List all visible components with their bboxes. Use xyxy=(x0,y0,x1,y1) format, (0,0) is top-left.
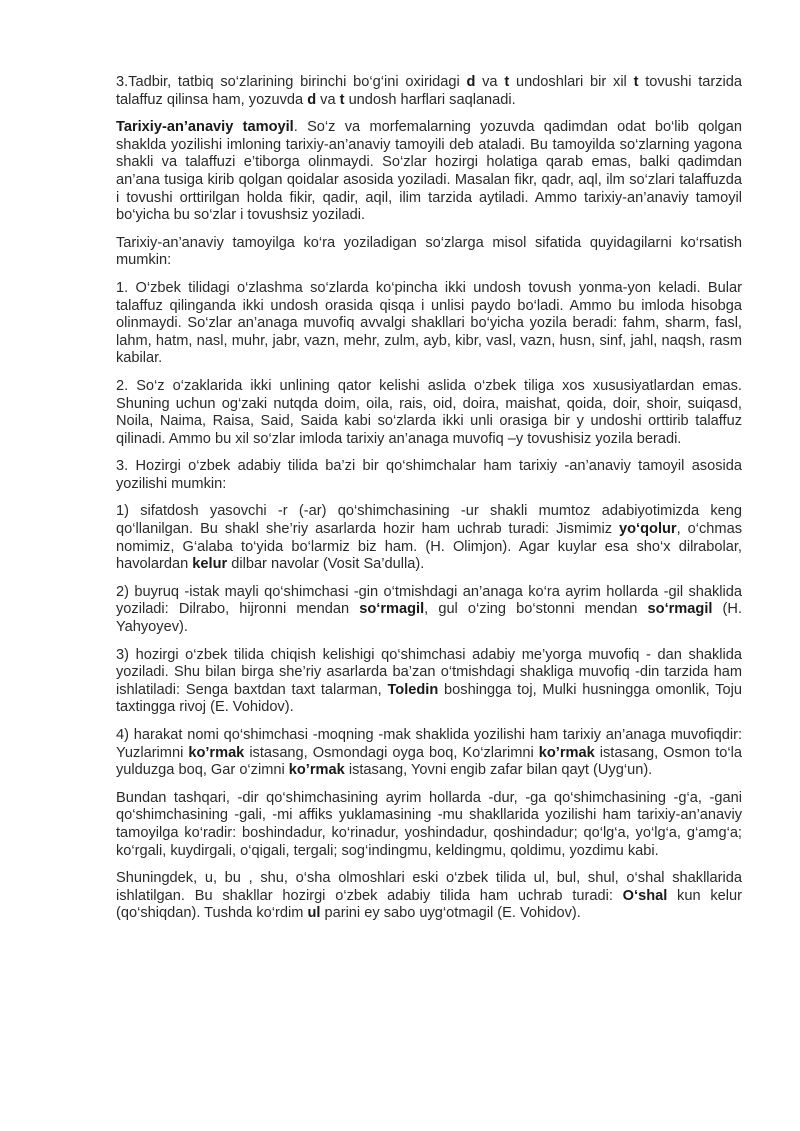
text-run: parini ey sabo uyg‘otmagil (E. Vohidov). xyxy=(320,905,581,922)
text-run: 4) harakat nomi qo‘shimchasi -moqning -mak shaklida yozilishi ham tarixiy an’anaga muvofiqdir: Yuzlarimni xyxy=(116,727,742,761)
bold-term: ko’rmak xyxy=(188,744,245,761)
text-run: va xyxy=(475,74,505,90)
text-run: Shuningdek, u, bu , shu, o‘sha olmoshlari eski o‘zbek tilida ul, bul, shul, o‘shal shakllarida ishlatilgan. Bu shakllar hozirgi o‘zbek adabiy tilida ham uchrab turadi: xyxy=(116,870,742,904)
text-run: 1) sifatdosh yasovchi -r (-ar) qo‘shimchasining -ur shakli mumtoz adabiyotimizda keng qo‘llanilgan. Bu shakl she’riy asarlarda hozir ham uchrab turadi: Jismimiz xyxy=(116,503,742,538)
text-run: undosh harflari saqlanadi. xyxy=(344,91,516,108)
bold-term: d xyxy=(466,74,476,90)
paragraph xyxy=(116,235,742,270)
bold-term: t xyxy=(339,91,345,108)
text-run: 2) buyruq -istak mayli qo‘shimchasi -gin o‘tmishdagi an’anaga ko‘ra ayrim hollarda -gil shaklida yoziladi: Dilrabo, hijronni mendan xyxy=(116,583,742,618)
document-page xyxy=(116,74,742,933)
text-run: Tarixiy-an’anaviy tamoyilga ko‘ra yoziladigan so‘zlarga misol sifatida quyidagilarni ko‘rsatish mumkin: xyxy=(116,234,742,269)
text-run: , gul o‘zing bo‘stonni mendan xyxy=(424,601,648,618)
text-run: 3) hozirgi o‘zbek tilida chiqish kelishigi qo‘shimchasi adabiy me’yorga muvofiq - dan shaklida yoziladi. Shu bilan birga she’riy asarlarda ba’zan o‘tmishdagi shakliga muvofiq -din tarzida ham ishlatiladi: Senga baxtdan taxt talarman, xyxy=(116,646,742,698)
bold-term: t xyxy=(504,74,510,90)
paragraph xyxy=(116,870,742,923)
text-run: Bundan tashqari, -dir qo‘shimchasining ayrim hollarda -dur, -ga qo‘shimchasining -g‘a, -gani qo‘shimchasining -gali, -mi affiks yuklamasining -mu shakllarida yozilishi ham tarixiy-an’anaviy tamoyilga ko‘radir: boshindadur, ko‘rinadur, yoshindadur, qoshindadur; qo‘lg‘a, yo‘lg‘a, g‘amg‘a; ko‘rgali, kuydirgali, o‘qigali, tergali; sog‘indingmu, keldingmu, qoldimu, yozdimu kabi. xyxy=(116,789,742,859)
text-run: istasang, Osmondagi oyga boq, Ko‘zlarimni xyxy=(244,744,539,761)
bold-term: O‘shal xyxy=(622,887,668,904)
paragraph xyxy=(116,503,742,573)
text-run: istasang, Osmon to‘la yulduzga boq, Gar o‘zimni xyxy=(116,744,742,779)
text-run: tovushi tarzida talaffuz qilinsa ham, yozuvda xyxy=(116,74,742,108)
paragraph xyxy=(116,647,742,717)
text-run: kun kelur (qo‘shiqdan). Tushda ko‘rdim xyxy=(116,887,743,922)
paragraph xyxy=(116,584,742,637)
bold-term: d xyxy=(307,91,317,108)
text-run: va xyxy=(316,91,340,108)
bold-term: Tarixiy-an’anaviy tamoyil xyxy=(116,119,294,136)
text-run: undoshlari bir xil xyxy=(509,74,634,90)
text-run: istasang, Yovni engib zafar bilan qayt (Uyg‘un). xyxy=(344,762,653,779)
bold-term: so‘rmagil xyxy=(647,601,713,618)
paragraph xyxy=(116,378,742,448)
bold-term: t xyxy=(633,74,639,90)
bold-term: Toledin xyxy=(387,681,439,698)
bold-term: ul xyxy=(307,905,321,922)
paragraph xyxy=(116,74,742,109)
text-run: . So‘z va morfemalarning yozuvda qadimdan odat bo‘lib qolgan shaklda yozilishi imloning tarixiy-an’anaviy tamoyili deb ataladi. Bu tamoyilda so‘zlarning yagona shakli va talaffuzi e’tiborga olinmaydi. So‘zlar hozirgi holatiga qarab emas, balki qadimdan an’ana tusiga kirib qolgan qoidalar asosida yoziladi. Masalan fikr, qadr, aql, ilm so‘zlari talaffuzda i tovushi orttirilgan holda fikir, qadir, aqil, ilim tarzida aytiladi. Ammo tarixiy-an’anaviy tamoyil bo‘yicha bu so‘zlar i tovushsiz yoziladi. xyxy=(116,119,743,224)
text-run: boshingga toj, Mulki husningga omonlik, Toju taxtingga rivoj (E. Vohidov). xyxy=(116,681,742,716)
text-run: (H. Yahyoyev). xyxy=(116,601,743,636)
bold-term: yo‘qolur xyxy=(619,521,677,538)
paragraph xyxy=(116,458,742,493)
text-run: , o‘chmas nomimiz, G‘alaba to‘yida bo‘larmiz biz ham. (H. Olimjon). Agar kuylar esa sho‘x dilrabolar, havolardan xyxy=(116,521,742,573)
paragraph xyxy=(116,727,742,780)
bold-term: ko’rmak xyxy=(538,744,595,761)
text-run: dilbar navolar (Vosit Sa’dulla). xyxy=(227,556,425,573)
bold-term: so‘rmagil xyxy=(359,601,425,618)
text-run: 3. Hozirgi o‘zbek adabiy tilida ba’zi bir qo‘shimchalar ham tarixiy -an’anaviy tamoyil asosida yozilishi mumkin: xyxy=(116,458,742,492)
bold-term: ko’rmak xyxy=(288,762,345,779)
paragraph xyxy=(116,790,742,860)
text-run: 1. O‘zbek tilidagi o‘zlashma so‘zlarda ko‘pincha ikki undosh tovush yonma-yon keladi. Bular talaffuz qilinganda ikki undosh orasida qisqa i unlisi paydo bo‘ladi. Ammo bu imloda hisobga olinmaydi. So‘zlar an’anaga muvofiq avvalgi shakllari bo‘yicha yozila beradi: fahm, sharm, fasl, lahm, hatm, nasl, muhr, jabr, vazn, mehr, zulm, ayb, kibr, vasl, vazn, husn, sinf, jahl, naqsh, rasm kabilar. xyxy=(116,279,742,367)
text-run: 3.Tadbir, tatbiq so‘zlarining birinchi bo‘g‘ini oxiridagi xyxy=(116,74,467,90)
paragraph xyxy=(116,280,742,368)
paragraph xyxy=(116,119,742,225)
bold-term: kelur xyxy=(192,556,228,573)
text-run: 2. So‘z o‘zaklarida ikki unlining qator kelishi aslida o‘zbek tiliga xos xususiyatlardan emas. Shuning uchun og‘zaki nutqda doim, oila, rais, oid, doira, maishat, qoida, doir, shoir, suiqasd, Noila, Naima, Raisa, Said, Saida kabi so‘zlarda ikki unli orasiga bir y undoshi orttirib talaffuz qilinadi. Ammo bu xil so‘zlar imloda tarixiy an’anaga muvofiq –y tovushisiz yozila beradi. xyxy=(116,377,742,447)
